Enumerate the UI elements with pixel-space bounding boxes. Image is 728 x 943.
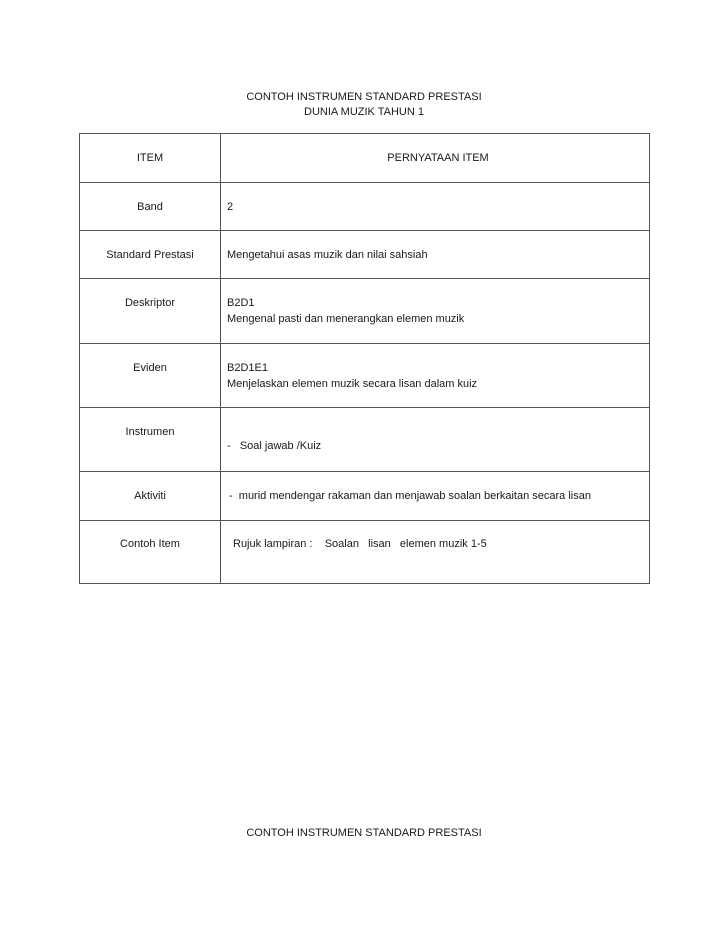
header-value: PERNYATAAN ITEM <box>221 134 650 183</box>
title-line-2: DUNIA MUZIK TAHUN 1 <box>304 106 424 118</box>
deskriptor-label-text: Deskriptor <box>124 297 176 309</box>
table-row-deskriptor <box>80 279 650 344</box>
table-row-aktiviti <box>80 472 650 521</box>
title-line-1: CONTOH INSTRUMEN STANDARD PRESTASI <box>246 91 482 103</box>
header-label: ITEM <box>80 134 221 183</box>
contoh-item-text: Rujuk lampiran : Soalan lisan elemen muzik 1-5 <box>233 538 487 550</box>
eviden-text: Menjelaskan elemen muzik secara lisan dalam kuiz <box>227 377 478 390</box>
eviden-label-text: Eviden <box>133 361 167 374</box>
aktiviti-text: - murid mendengar rakaman dan menjawab soalan berkaitan secara lisan <box>229 490 591 502</box>
instrument-table <box>79 133 650 584</box>
standard-prestasi-label: Standard Prestasi <box>80 231 221 279</box>
aktiviti-label: Aktiviti <box>80 472 221 521</box>
eviden-value <box>221 344 650 408</box>
instrumen-label: Instrumen <box>80 408 221 472</box>
band-label: Band <box>80 183 221 231</box>
document-title <box>0 90 728 120</box>
table-row-eviden <box>80 344 650 408</box>
contoh-item-label-text: Contoh Item <box>120 538 180 550</box>
eviden-label <box>80 344 221 408</box>
table-row-standard-prestasi <box>80 231 650 279</box>
table-row-band <box>80 183 650 231</box>
contoh-item-label <box>80 521 221 584</box>
table-row-contoh-item <box>80 521 650 584</box>
deskriptor-text: Mengenal pasti dan menerangkan elemen muzik <box>227 313 465 325</box>
standard-prestasi-value: Mengetahui asas muzik dan nilai sahsiah <box>221 231 650 279</box>
instrumen-value <box>221 408 650 472</box>
deskriptor-value <box>221 279 650 344</box>
table-row-instrumen <box>80 408 650 472</box>
eviden-code: B2D1E1 <box>227 361 268 374</box>
deskriptor-code: B2D1 <box>227 297 255 309</box>
contoh-item-value <box>221 521 650 584</box>
deskriptor-label <box>80 279 221 344</box>
instrumen-text: Soal jawab /Kuiz <box>239 440 322 452</box>
instrumen-bullet: - <box>227 440 231 452</box>
footer-title: CONTOH INSTRUMEN STANDARD PRESTASI <box>246 827 482 839</box>
aktiviti-value <box>221 472 650 521</box>
table-row-header <box>80 134 650 183</box>
band-value: 2 <box>221 183 650 231</box>
